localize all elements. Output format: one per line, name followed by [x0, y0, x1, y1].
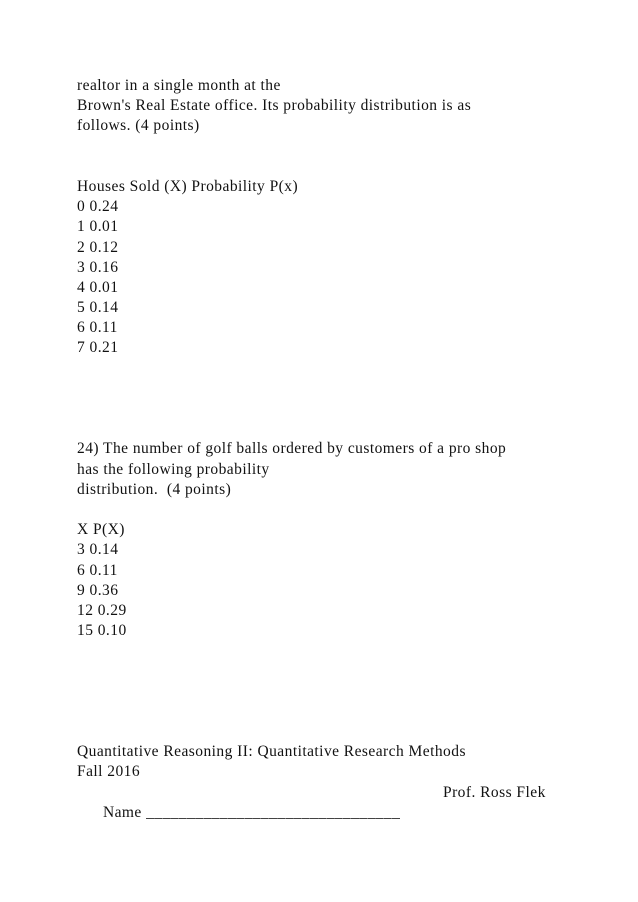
- table-row: 3 0.16: [77, 258, 119, 276]
- professor-name: Prof. Ross Flek: [443, 783, 546, 801]
- table-row: 4 0.01: [77, 278, 119, 296]
- question-24: [77, 439, 617, 500]
- document-page: [77, 76, 617, 821]
- table-header: X P(X): [77, 521, 125, 539]
- intro-line: follows. (4 points): [77, 117, 200, 135]
- intro-paragraph: [77, 76, 617, 137]
- table-row: 7 0.21: [77, 339, 119, 357]
- intro-line: Brown's Real Estate office. Its probability distribution is as: [77, 97, 472, 115]
- table-row: 9 0.36: [77, 581, 119, 599]
- page-footer: [77, 742, 617, 821]
- question-line: 24) The number of golf balls ordered by customers of a pro shop: [77, 440, 507, 458]
- question-line: distribution. (4 points): [77, 480, 232, 498]
- table-row: 12 0.29: [77, 601, 127, 619]
- course-title: Quantitative Reasoning II: Quantitative Research Methods: [77, 743, 466, 761]
- table-row: 6 0.11: [77, 561, 118, 579]
- table-row: 0 0.24: [77, 198, 119, 216]
- table-row: 15 0.10: [77, 622, 127, 640]
- golf-balls-table: [77, 520, 617, 641]
- table-row: 3 0.14: [77, 541, 119, 559]
- table-row: 6 0.11: [77, 319, 118, 337]
- question-line: has the following probability: [77, 460, 270, 478]
- houses-sold-table: [77, 177, 617, 359]
- name-line: [77, 783, 617, 821]
- table-header: Houses Sold (X) Probability P(x): [77, 177, 299, 195]
- name-field-label: Name _______________________________: [102, 803, 401, 821]
- intro-line: realtor in a single month at the: [77, 77, 281, 94]
- table-row: 1 0.01: [77, 218, 119, 236]
- table-row: 5 0.14: [77, 299, 119, 317]
- term-label: Fall 2016: [77, 763, 141, 781]
- table-row: 2 0.12: [77, 238, 119, 256]
